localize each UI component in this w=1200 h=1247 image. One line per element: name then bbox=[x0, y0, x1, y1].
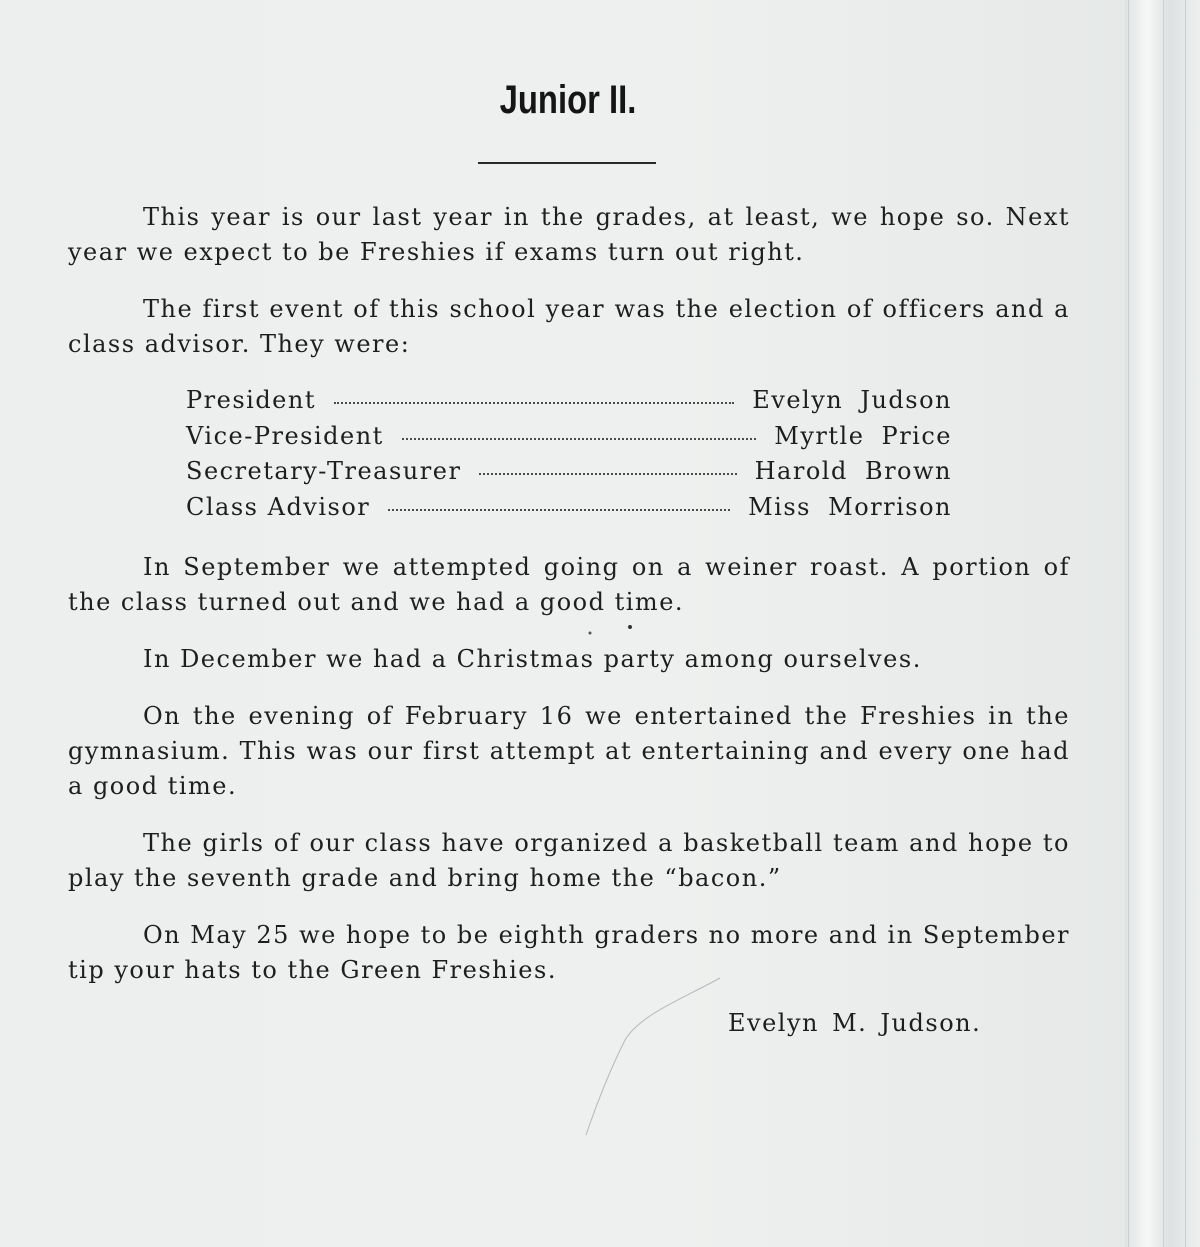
title-underline bbox=[478, 162, 656, 164]
officer-title: President bbox=[186, 386, 316, 414]
dot-leader bbox=[479, 473, 736, 475]
officer-title: Class Advisor bbox=[186, 492, 371, 521]
paragraph-intro: This year is our last year in the grades, at least, we hope so. Next year we expect to be Freshies if exams turn out right. bbox=[68, 203, 1070, 266]
officer-row bbox=[186, 493, 952, 529]
officer-name: Myrtle Price bbox=[774, 421, 952, 450]
paragraph-election: The first event of this school year was the election of officers and a class advisor. They were: bbox=[68, 295, 1070, 358]
dot-leader bbox=[402, 438, 756, 440]
page-title: Junior II. bbox=[499, 78, 637, 122]
author-signature: Evelyn M. Judson. bbox=[728, 1009, 982, 1037]
officer-row bbox=[186, 457, 952, 493]
page-edge-shadow bbox=[1125, 0, 1200, 1247]
officer-name: Evelyn Judson bbox=[752, 386, 952, 414]
paragraph-may: On May 25 we hope to be eighth graders no more and in September tip your hats to the Green Freshies. bbox=[68, 921, 1070, 984]
dot-leader bbox=[388, 509, 730, 511]
dot-leader bbox=[334, 402, 734, 404]
paragraph-weiner-roast: In September we attempted going on a weiner roast. A portion of the class turned out and we had a good time. bbox=[68, 553, 1070, 616]
paragraph-christmas: In December we had a Christmas party among ourselves. bbox=[143, 645, 922, 673]
officer-title: Vice-President bbox=[186, 421, 384, 450]
officers-list bbox=[186, 386, 952, 528]
officer-row bbox=[186, 422, 952, 458]
paragraph-basketball: The girls of our class have organized a basketball team and hope to play the seventh grade and bring home the “bacon.” bbox=[68, 829, 1070, 892]
officer-name: Miss Morrison bbox=[748, 492, 952, 521]
officer-title: Secretary-Treasurer bbox=[186, 457, 462, 485]
officer-name: Harold Brown bbox=[754, 457, 952, 485]
officer-row bbox=[186, 386, 952, 422]
paragraph-february: On the evening of February 16 we entertained the Freshies in the gymnasium. This was our first attempt at entertaining and every one had a good time. bbox=[68, 702, 1070, 800]
